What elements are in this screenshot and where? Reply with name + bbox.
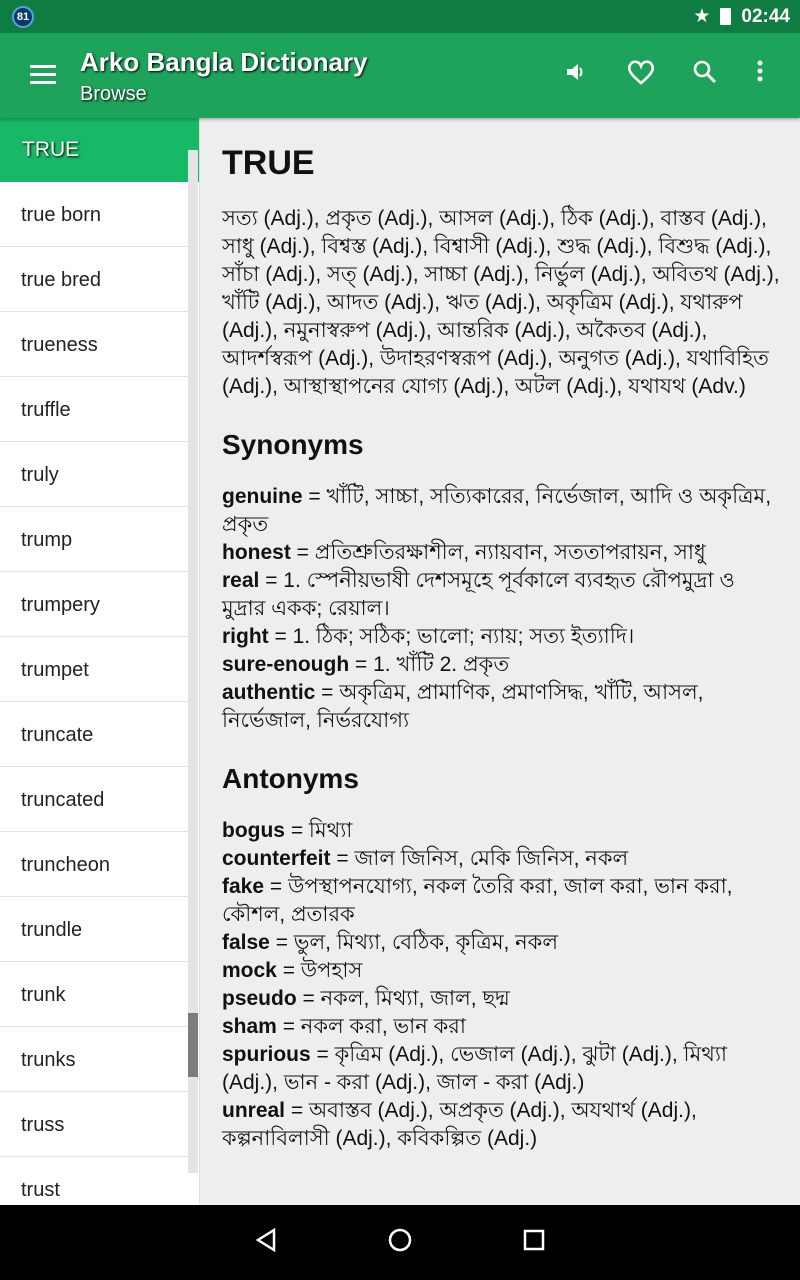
word-list-item[interactable]: trump (0, 507, 188, 572)
related-word[interactable]: authentic (222, 681, 316, 704)
notification-badge: 81 (12, 6, 34, 28)
related-meaning: = 1. খাঁটি 2. প্রকৃত (349, 653, 510, 676)
word-list-item[interactable]: true born (0, 182, 188, 247)
synonym-row (222, 623, 782, 651)
clock: 02:44 (741, 5, 790, 27)
entry-definition: সত্য (Adj.), প্রকৃত (Adj.), আসল (Adj.), ঠিক (Adj.), বাস্তব (Adj.), সাধু (Adj.), বিশ্বস্ত (Adj.), বিশ্বাসী (Adj.), শুদ্ধ (Adj.), বিশুদ্ধ (Adj.), সাঁচা (Adj.), সত্ (Adj.), সাচ্চা (Adj.), নির্ভুল (Adj.), অবিতথ (Adj.), খাঁটি (Adj.), আদত (Adj.), ঋত (Adj.), অকৃত্রিম (Adj.), যথারুপ (Adj.), নমুনাস্বরুপ (Adj.), আন্তরিক (Adj.), অকৈতব (Adj.), আদর্শস্বরূপ (Adj.), উদাহরণস্বরূপ (Adj.), অনুগত (Adj.), যথাবিহিত (Adj.), আস্থাস্থাপনের যোগ্য (Adj.), অটল (Adj.), যথাযথ (Adv.) (222, 207, 780, 398)
related-meaning: = খাঁটি, সাচ্চা, সত্যিকারের, নির্ভেজাল, আদি ও অকৃত্রিম, প্রকৃত (222, 485, 772, 536)
word-list-item[interactable]: truncheon (0, 832, 188, 897)
word-list-item[interactable]: truncated (0, 767, 188, 832)
related-word[interactable]: fake (222, 875, 265, 898)
word-list-item[interactable]: true bred (0, 247, 188, 312)
home-icon[interactable] (388, 1228, 412, 1257)
related-word[interactable]: bogus (222, 819, 285, 842)
app-subtitle: Browse (80, 83, 147, 105)
word-list-item[interactable]: trundle (0, 897, 188, 962)
related-meaning: = জাল জিনিস, মেকি জিনিস, নকল (330, 847, 629, 870)
antonym-row (222, 873, 782, 929)
related-word[interactable]: sure-enough (222, 653, 350, 676)
related-word[interactable]: unreal (222, 1099, 286, 1122)
menu-icon[interactable] (30, 65, 56, 89)
app-title: Arko Bangla Dictionary (80, 47, 368, 77)
related-word[interactable]: right (222, 625, 269, 648)
related-word[interactable]: spurious (222, 1043, 311, 1066)
related-meaning: = কৃত্রিম (Adj.), ভেজাল (Adj.), ঝুটা (Adj.), মিথ্যা (Adj.), ভান - করা (Adj.), জাল - করা (Adj.) (222, 1043, 728, 1094)
word-list-item[interactable]: truss (0, 1092, 188, 1157)
word-list-item[interactable]: trumpet (0, 637, 188, 702)
related-meaning: = উপস্থাপনযোগ্য, নকল তৈরি করা, জাল করা, ভান করা, কৌশল, প্রতারক (222, 875, 733, 926)
antonym-row (222, 1041, 782, 1097)
entry-content (200, 118, 800, 1205)
word-list-item[interactable]: trumpery (0, 572, 188, 637)
related-meaning: = 1. স্পেনীয়ভাষী দেশসমূহে পূর্বকালে ব্যবহৃত রৌপমুদ্রা ও মুদ্রার একক; রেয়াল। (222, 569, 735, 620)
word-list-item[interactable]: truly (0, 442, 188, 507)
antonym-row (222, 929, 782, 957)
navigation-bar (0, 1205, 800, 1280)
related-word[interactable]: honest (222, 541, 291, 564)
related-word[interactable]: real (222, 569, 260, 592)
heart-icon[interactable] (627, 59, 655, 92)
star-icon: ★ (693, 6, 711, 27)
synonym-row (222, 567, 782, 623)
synonyms-heading: Synonyms (222, 429, 364, 460)
word-list-item[interactable]: trust (0, 1157, 188, 1205)
antonym-row (222, 817, 782, 845)
synonym-row (222, 539, 782, 567)
more-options-icon[interactable] (756, 59, 764, 90)
related-meaning: = মিথ্যা (285, 819, 353, 842)
related-word[interactable]: mock (222, 959, 277, 982)
antonym-row (222, 1097, 782, 1153)
related-word[interactable]: counterfeit (222, 847, 331, 870)
app-bar (0, 33, 800, 118)
word-list-item[interactable]: trueness (0, 312, 188, 377)
word-list-item[interactable]: truffle (0, 377, 188, 442)
recents-icon[interactable] (522, 1228, 546, 1257)
antonym-row (222, 957, 782, 985)
word-list (0, 118, 200, 1205)
search-icon[interactable] (692, 59, 718, 92)
scrollbar[interactable] (188, 150, 198, 1173)
related-word[interactable]: sham (222, 1015, 277, 1038)
related-meaning: = নকল করা, ভান করা (276, 1015, 466, 1038)
status-bar (0, 0, 800, 33)
back-icon[interactable] (254, 1228, 278, 1257)
battery-icon (720, 8, 731, 25)
antonym-row (222, 1013, 782, 1041)
related-meaning: = 1. ঠিক; সঠিক; ভালো; ন্যায়; সত্য ইত্যাদি। (268, 625, 635, 648)
scrollbar-thumb[interactable] (188, 1013, 198, 1077)
synonym-row (222, 483, 782, 539)
synonym-row (222, 651, 782, 679)
word-list-selected-item[interactable]: TRUE (0, 118, 199, 182)
related-meaning: = ভুল, মিথ্যা, বেঠিক, কৃত্রিম, নকল (269, 931, 559, 954)
related-meaning: = প্রতিশ্রুতিরক্ষাশীল, ন্যায়বান, সততাপরায়ন, সাধু (290, 541, 706, 564)
related-meaning: = অবাস্তব (Adj.), অপ্রকৃত (Adj.), অযথার্থ (Adj.), কল্পনাবিলাসী (Adj.), কবিকল্পিত (Adj.) (222, 1099, 697, 1150)
related-meaning: = অকৃত্রিম, প্রামাণিক, প্রমাণসিদ্ধ, খাঁটি, আসল, নির্ভেজাল, নির্ভরযোগ্য (222, 681, 704, 732)
related-word[interactable]: false (222, 931, 270, 954)
word-list-item[interactable]: truncate (0, 702, 188, 767)
antonym-row (222, 985, 782, 1013)
related-word[interactable]: pseudo (222, 987, 297, 1010)
synonym-row (222, 679, 782, 735)
antonyms-heading: Antonyms (222, 763, 359, 794)
related-meaning: = নকল, মিথ্যা, জাল, ছদ্ম (296, 987, 510, 1010)
entry-word: TRUE (222, 144, 315, 182)
related-meaning: = উপহাস (276, 959, 363, 982)
related-word[interactable]: genuine (222, 485, 303, 508)
word-list-item[interactable]: trunk (0, 962, 188, 1027)
antonym-row (222, 845, 782, 873)
word-list-item[interactable]: trunks (0, 1027, 188, 1092)
speaker-icon[interactable] (565, 59, 587, 90)
